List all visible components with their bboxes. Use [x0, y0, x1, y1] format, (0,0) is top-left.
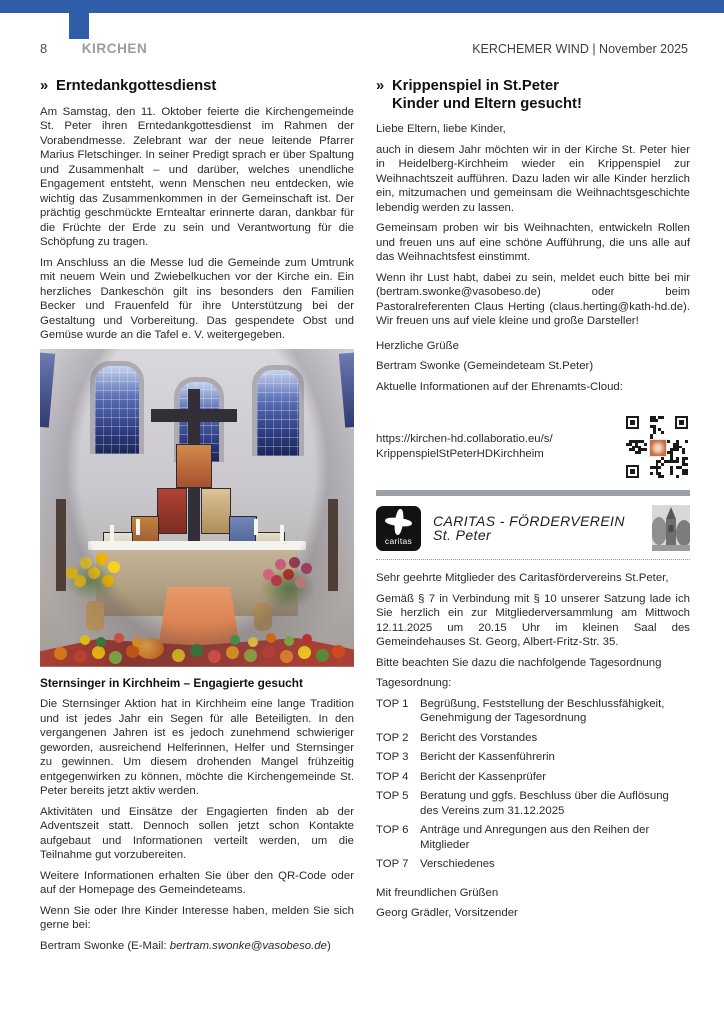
paragraph: Weitere Informationen erhalten Sie über den QR-Code oder auf der Homepage des Gemeindeteams.: [40, 869, 354, 896]
top-accent-tab: [69, 13, 89, 39]
qr-finder: [626, 465, 639, 478]
contact-line: Bertram Swonke (E-Mail: bertram.swonke@vasobeso.de): [40, 939, 331, 952]
right-column: [376, 78, 690, 959]
article-title-sternsinger: Sternsinger in Kirchheim – Engagierte gesucht: [40, 675, 303, 690]
paragraph: Gemäß § 7 in Verbindung mit § 10 unserer Satzung lade ich Sie herzlich ein zur Mitgliederversammlung am Mittwoch 12.11.2025 um 20.15 Uhr im kleinen Saal des Gemeindehauses St. Georg, Albert-Fritz-Str. 35.: [376, 592, 690, 648]
page-number: 8: [40, 41, 48, 56]
content-columns: [40, 78, 690, 959]
agenda-item: TOP 5 Beratung und ggfs. Beschluss über die Auflösung des Vereins zum 31.12.2025: [376, 790, 669, 817]
cloud-url: https://kirchen-hd.collaboratio.eu/s/ KrippenspielStPeterHDKirchheim: [376, 433, 553, 460]
agenda-item: TOP 6 Anträge und Anregungen aus den Reihen der Mitglieder: [376, 824, 650, 851]
paragraph: Im Anschluss an die Messe lud die Gemeinde zum Umtrunk mit neuem Wein und Zwiebelkuchen vor der Kirche ein. Ein herzliches Dankeschön gilt ins besonders den Familien Becker und Frauenfeld für ihre Unterstützung bei der Gestaltung und Vorbereitung. Das gespendete Obst und Gemüse wurde an die Tafel e. V. weitergegeben.: [40, 256, 354, 341]
caritas-logo-icon: caritas: [376, 506, 421, 551]
paragraph: Wenn ihr Lust habt, dabei zu sein, meldet euch bitte bei mir (bertram.swonke@vasobeso.de) oder beim Pastoralreferenten Claus Herting (claus.herting@kath-hd.de). Wir freuen uns auf viele kleine und große Darsteller!: [376, 271, 690, 327]
paragraph: Gemeinsam proben wir bis Weihnachten, entwickeln Rollen und freuen uns auf eine schöne Aufführung, die uns alle auf das Weihnachtsfest einstimmt.: [376, 222, 690, 263]
agenda-note: Bitte beachten Sie dazu die nachfolgende Tagesordnung: [376, 656, 662, 669]
agenda-list: [376, 697, 690, 872]
agenda-item: TOP 7 Verschiedenes: [376, 858, 495, 870]
caritas-banner: [376, 496, 690, 560]
church-tower-image: [652, 505, 690, 551]
article-title-krippenspiel: » Krippenspiel in St.Peter Kinder und Eltern gesucht!: [376, 78, 582, 112]
heading-marker: »: [376, 78, 385, 94]
closing-line: Herzliche Grüße: [376, 339, 459, 352]
salutation: Liebe Eltern, liebe Kinder,: [376, 123, 506, 135]
paragraph: Aktivitäten und Einsätze der Engagierten finden ab der Adventszeit statt. Dennoch sollen jetzt schon Kontakte aufgebaut und Informationen verteilt werden, um die Teilnahme gut vorzubereiten.: [40, 805, 354, 861]
top-accent-bar: [0, 0, 724, 13]
caritas-salutation: Sehr geehrte Mitglieder des Caritasfördervereins St.Peter,: [376, 572, 669, 584]
issue-title: KERCHEMER WIND | November 2025: [472, 42, 688, 56]
contact-email: bertram.swonke@vasobeso.de: [169, 939, 327, 952]
article-title-erntedank: » Erntedankgottesdienst: [40, 78, 217, 94]
agenda-item: TOP 2 Bericht des Vorstandes: [376, 731, 538, 744]
caritas-closing: Mit freundlichen Grüßen: [376, 886, 499, 899]
paragraph: Wenn Sie oder Ihre Kinder Interesse haben, melden Sie sich gerne bei:: [40, 904, 354, 931]
agenda-item: TOP 4 Bericht der Kassenprüfer: [376, 770, 546, 783]
agenda-item: TOP 1 Begrüßung, Feststellung der Beschlussfähigkeit, Genehmigung der Tagesordnung: [376, 697, 665, 724]
left-column: [40, 78, 354, 959]
altar-photo: [40, 349, 354, 667]
section-title: KIRCHEN: [81, 41, 148, 56]
caritas-signature: Georg Grädler, Vorsitzender: [376, 907, 518, 919]
qr-finder: [675, 416, 688, 429]
closing-line: Bertram Swonke (Gemeindeteam St.Peter): [376, 360, 594, 372]
heading-marker: »: [40, 78, 49, 94]
qr-finder: [626, 416, 639, 429]
agenda-item: TOP 3 Bericht der Kassenführerin: [376, 751, 555, 763]
qr-center-logo: [649, 439, 667, 457]
qr-code: [626, 416, 688, 478]
page-header-left: [40, 40, 147, 58]
agenda-heading: Tagesordnung:: [376, 677, 452, 689]
closing-line: Aktuelle Informationen auf der Ehrenamts-Cloud:: [376, 380, 623, 393]
page-header: [40, 40, 688, 58]
paragraph: Die Sternsinger Aktion hat in Kirchheim eine lange Tradition und ist jedes Jahr ein Segen für alle Beteiligten. In den vergangenen Jahren ist es jedoch zunehmend schwieriger geworden, ausreichend Helferinnen, Helfer und Sternsinger zu gewinnen. Um diesem drohenden Mangel frühzeitig entgegenwirken zu können, möchte die Kirchengemeinde St. Peter bereits jetzt aktiv werden.: [40, 698, 354, 797]
paragraph: Am Samstag, den 11. Oktober feierte die Kirchengemeinde St. Peter ihren Erntedankgottesdienst im Rahmen der Vorabendmesse. Zelebrant war der neue leitende Pfarrer Marius Fletschinger. In seiner Predigt sprach er über Spaltung und Zusammenhalt – und darüber, welches unendliche Engagement entsteht, wenn Menschen neu entdecken, wie wichtig das Zusammenkommen in der Gemeinschaft ist. Der prächtig geschmückte Erntealtar erinnerte daran, dankbar für die Früchte der Erde zu sein und Verantwortung für die Schöpfung zu tragen.: [40, 105, 354, 248]
cloud-link-row: [376, 416, 690, 478]
paragraph: auch in diesem Jahr möchten wir in der Kirche St. Peter hier in Heidelberg-Kirchheim wieder ein Krippenspiel zur Weihnachtszeit aufführen. Dazu laden wir alle Kinder herzlich ein, mitzumachen und gemeinsam die Weihnachtsgeschichte lebendig werden zu lassen.: [376, 143, 690, 214]
closing-block: [376, 339, 690, 395]
caritas-banner-title: CARITAS - FÖRDERVEREIN St. Peter: [433, 512, 625, 543]
